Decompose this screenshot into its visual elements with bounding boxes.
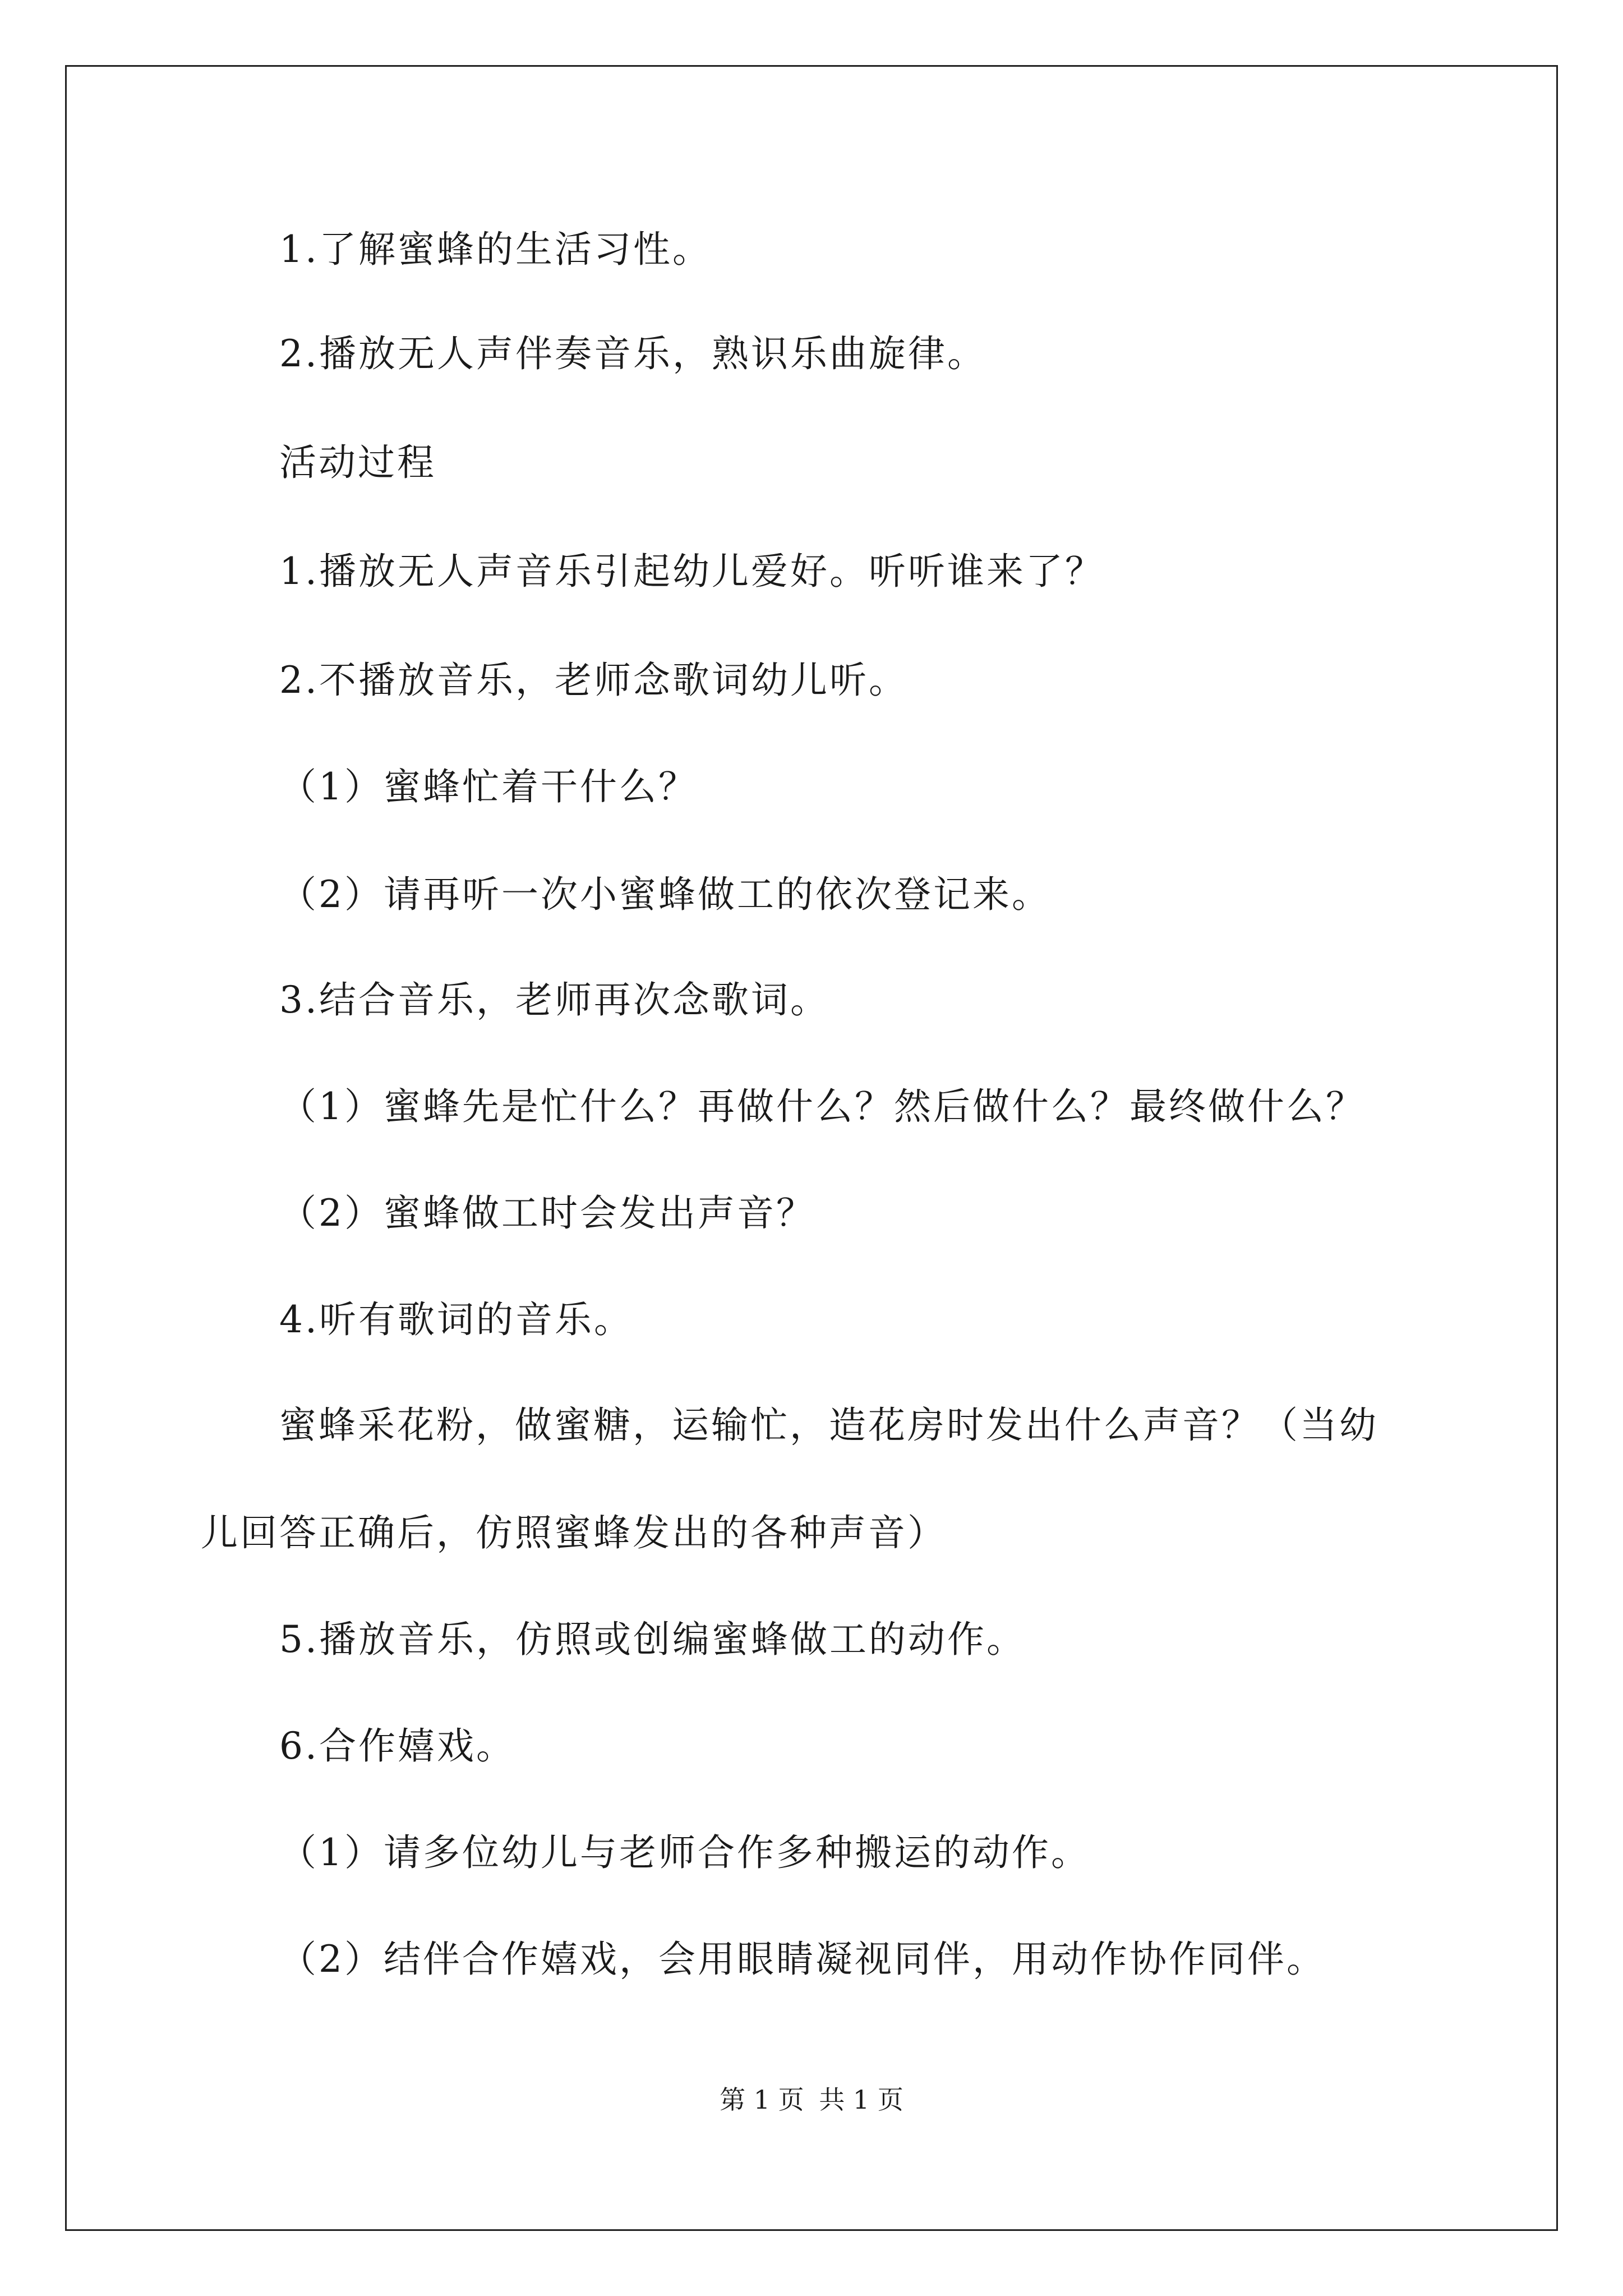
doc-line: 5.播放音乐，仿照或创编蜜蜂做工的动作。: [279, 1618, 1026, 1661]
doc-line: （1）蜜蜂忙着干什么？: [279, 765, 698, 808]
doc-line: 3.结合音乐，老师再次念歌词。: [279, 978, 829, 1022]
doc-line: 6.合作嬉戏。: [279, 1724, 515, 1768]
doc-line: 蜜蜂采花粉，做蜜糖，运输忙，造花房时发出什么声音？（当幼: [279, 1404, 1378, 1447]
page-border: [65, 65, 1558, 2231]
doc-line: （1）蜜蜂先是忙什么？再做什么？然后做什么？最终做什么？: [279, 1085, 1365, 1128]
doc-line: （1）请多位幼儿与老师合作多种搬运的动作。: [279, 1831, 1090, 1874]
doc-line: 1.播放无人声音乐引起幼儿爱好。听听谁来了？: [279, 550, 1104, 593]
section-heading: 活动过程: [279, 441, 436, 484]
page-footer: [0, 2087, 1623, 2113]
page-total: 共 1 页: [819, 2085, 903, 2115]
doc-line: （2）请再听一次小蜜蜂做工的依次登记来。: [279, 873, 1051, 916]
doc-line: 1.了解蜜蜂的生活习性。: [279, 228, 712, 271]
doc-line: （2）蜜蜂做工时会发出声音？: [279, 1191, 815, 1235]
doc-line: 2.播放无人声伴奏音乐，熟识乐曲旋律。: [279, 332, 986, 375]
doc-line: 4.听有歌词的音乐。: [279, 1298, 633, 1341]
doc-line: 2.不播放音乐，老师念歌词幼儿听。: [279, 659, 908, 702]
page-number: 第 1 页: [720, 2085, 804, 2115]
doc-line: （2）结伴合作嬉戏，会用眼睛凝视同伴，用动作协作同伴。: [279, 1938, 1326, 1981]
doc-line: 儿回答正确后，仿照蜜蜂发出的各种声音）: [201, 1511, 947, 1554]
